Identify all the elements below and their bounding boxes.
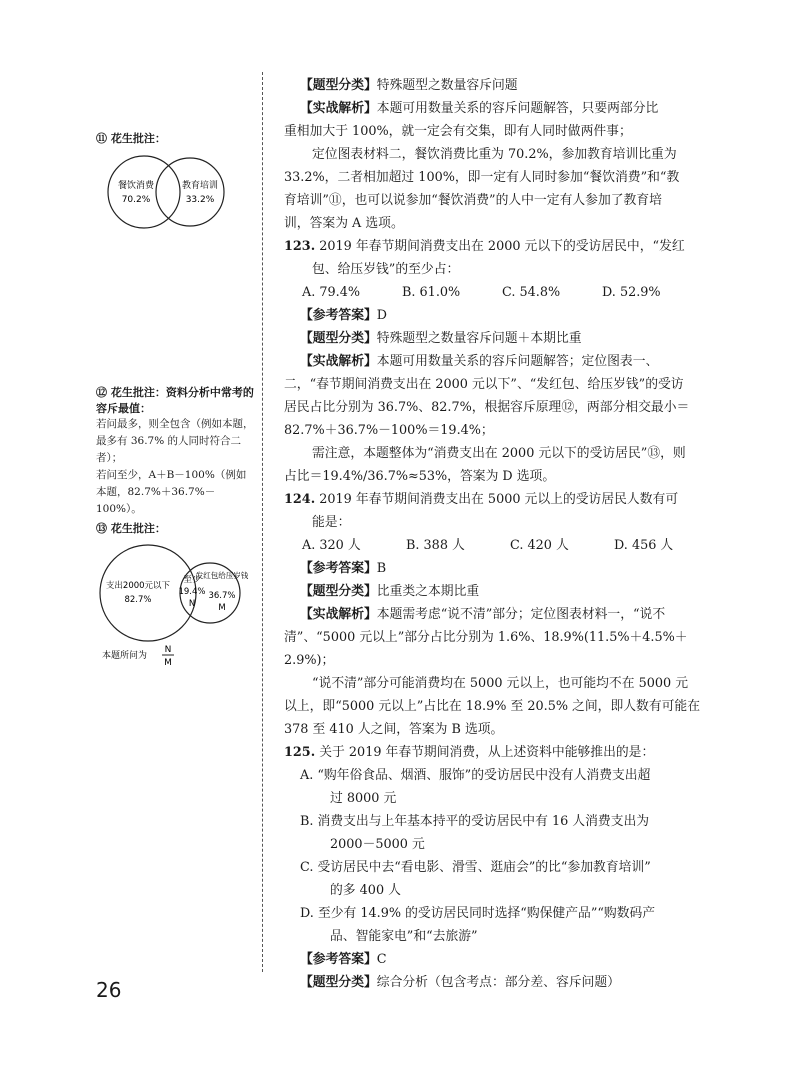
q124-stem-line-2: 能是：	[312, 515, 351, 530]
prev-type-line	[284, 74, 724, 97]
type-label: 【题型分类】	[300, 78, 377, 93]
option-a: A. 79.4%	[302, 285, 361, 300]
column-divider	[262, 72, 263, 972]
venn2-left-value: 82.7%	[124, 595, 152, 605]
q123-analysis-line-1	[284, 350, 724, 373]
text-line: “说不清”部分可能消费均在 5000 元以上，也可能均不在 5000 元	[312, 676, 689, 691]
text-line: 清”、“5000 元以上”部分占比分别为 1.6%、18.9%(11.5%＋4.5%＋	[284, 630, 688, 645]
text-line: 33.2%，二者相加超过 100%，即一定有人同时参加“餐饮消费”和“教	[284, 170, 680, 185]
q123-stem-line-2: 包、给压岁钱”的至少占：	[312, 262, 460, 277]
q125-stem	[284, 741, 724, 764]
question-stem: 关于 2019 年春节期间消费，从上述资料中能够推出的是：	[319, 745, 655, 760]
question-number: 124.	[284, 492, 316, 507]
q123-options	[284, 281, 724, 304]
answer-label: 【参考答案】	[300, 308, 377, 323]
text-line: 训，答案为 A 选项。	[284, 216, 404, 231]
q124-answer	[284, 557, 724, 580]
type-label: 【题型分类】	[300, 975, 377, 990]
text-line: 需注意，本题整体为“消费支出在 2000 元以下的受访居民”⑬，则	[312, 446, 686, 461]
main-content	[284, 74, 724, 994]
note3-title: ⑬ 花生批注：	[96, 522, 166, 535]
q124-analysis-line-1	[284, 603, 724, 626]
option-d: D. 52.9%	[602, 285, 661, 300]
answer-value: B	[376, 561, 387, 576]
type-label: 【题型分类】	[300, 584, 377, 599]
type-text: 特殊题型之数量容斥问题	[376, 78, 518, 93]
venn1-right-circle	[156, 158, 224, 226]
q125-option-d-line-1: D. 至少有 14.9% 的受访居民同时选择“购保健产品”“购数码产	[300, 906, 656, 921]
venn2-caption-num: N	[164, 645, 172, 655]
text-line: 2.9%)；	[284, 653, 335, 668]
type-text: 特殊题型之数量容斥问题＋本期比重	[376, 331, 582, 346]
venn1-right-value: 33.2%	[185, 195, 215, 205]
analysis-label: 【实战解析】	[300, 354, 377, 369]
analysis-text: 本题需考虑“说不清”部分；定位图表材料一，“说不	[376, 607, 666, 622]
q125-option-c-line-2: 的多 400 人	[330, 883, 401, 898]
venn2-right-label: 发红包给压岁钱	[195, 571, 249, 580]
text-line: 378 至 410 人之间，答案为 B 选项。	[284, 722, 504, 737]
q125-option-a-line-1: A. “购年俗食品、烟酒、服饰”的受访居民中没有人消费支出超	[300, 768, 651, 783]
q125-option-c-line-1: C. 受访居民中去“看电影、滑雪、逛庙会”的比“参加教育培训”	[300, 860, 651, 875]
venn2-right-letter: M	[218, 603, 226, 613]
note2-line-1: 若问最多，则全包含（例如本题，最多有 36.7% 的人同时符合二者）；	[96, 418, 254, 464]
text-line: 82.7%＋36.7%－100%＝19.4%；	[284, 423, 494, 438]
question-number: 125.	[284, 745, 316, 760]
analysis-text: 本题可用数量关系的容斥问题解答；定位图表一、	[376, 354, 659, 369]
question-stem: 2019 年春节期间消费支出在 5000 元以上的受访居民人数有可	[319, 492, 679, 507]
text-line: 占比＝19.4%/36.7%≈53%，答案为 D 选项。	[284, 469, 556, 484]
option-b: B. 61.0%	[402, 285, 461, 300]
sidebar-notes	[96, 130, 256, 672]
venn2-mid-label: 至少	[183, 575, 201, 585]
venn2-right-value: 36.7%	[208, 591, 236, 601]
answer-label: 【参考答案】	[300, 561, 377, 576]
question-stem: 2019 年春节期间消费支出在 2000 元以下的受访居民中，“发红	[319, 239, 685, 254]
venn1-left-circle	[108, 156, 180, 228]
answer-value: C	[376, 952, 387, 967]
q125-option-a-line-2: 过 8000 元	[330, 791, 397, 806]
type-label: 【题型分类】	[300, 331, 377, 346]
venn1-left-label: 餐饮消费	[117, 181, 155, 191]
q123-answer	[284, 304, 724, 327]
analysis-label: 【实战解析】	[300, 101, 377, 116]
venn2-mid-letter: N	[188, 599, 196, 609]
venn2-caption-den: M	[164, 658, 172, 668]
q125-type	[284, 971, 724, 994]
question-number: 123.	[284, 239, 316, 254]
option-b: B. 388 人	[406, 538, 465, 553]
answer-label: 【参考答案】	[300, 952, 377, 967]
type-text: 综合分析（包含考点：部分差、容斥问题）	[376, 975, 620, 990]
q124-type	[284, 580, 724, 603]
analysis-text: 本题可用数量关系的容斥问题解答，只要两部分比	[376, 101, 659, 116]
venn-diagram-1	[96, 150, 246, 232]
prev-analysis-line	[284, 97, 724, 120]
option-c: C. 420 人	[510, 538, 569, 553]
venn2-mid-value: 19.4%	[178, 587, 206, 597]
analysis-label: 【实战解析】	[300, 607, 377, 622]
note2-title: ⑫ 花生批注：资料分析中常考的容斥最值：	[96, 386, 254, 415]
page-number: 26	[96, 978, 122, 1002]
note2-line-2: 若问至少，A＋B－100%（例如本题，82.7%＋36.7%－100%）。	[96, 469, 247, 515]
q124-stem-line-1	[284, 488, 724, 511]
option-c: C. 54.8%	[502, 285, 561, 300]
option-d: D. 456 人	[614, 538, 674, 553]
q124-options	[284, 534, 724, 557]
q123-type	[284, 327, 724, 350]
q125-option-d-line-2: 品、智能家电”和“去旅游”	[330, 929, 478, 944]
text-line: 二，“春节期间消费支出在 2000 元以下”、“发红包、给压岁钱”的受访	[284, 377, 684, 392]
note1-title: ⑪ 花生批注：	[96, 132, 166, 145]
text-line: 居民占比分别为 36.7%、82.7%，根据容斥原理⑫，两部分相交最小＝	[284, 400, 690, 415]
text-line: 定位图表材料二，餐饮消费比重为 70.2%，参加教育培训比重为	[312, 147, 677, 162]
venn2-left-label: 支出2000元以下	[105, 581, 171, 591]
q123-stem-line-1	[284, 235, 724, 258]
option-a: A. 320 人	[302, 538, 361, 553]
q125-option-b-line-1: B. 消费支出与上年基本持平的受访居民中有 16 人消费支出为	[300, 814, 650, 829]
q125-option-b-line-2: 2000－5000 元	[330, 837, 425, 852]
text-line: 育培训”⑪，也可以说参加“餐饮消费”的人中一定有人参加了教育培	[284, 193, 662, 208]
type-text: 比重类之本期比重	[376, 584, 480, 599]
text-line: 重相加大于 100%，就一定会有交集，即有人同时做两件事；	[284, 124, 632, 139]
venn2-caption-prefix: 本题所问为	[102, 651, 148, 661]
venn1-left-value: 70.2%	[121, 195, 151, 205]
text-line: 以上，即“5000 元以上”占比在 18.9% 至 20.5% 之间，即人数有可能在	[284, 699, 701, 714]
venn1-right-label: 教育培训	[181, 181, 219, 191]
venn-diagram-2	[96, 538, 256, 668]
answer-value: D	[376, 308, 388, 323]
q125-answer	[284, 948, 724, 971]
